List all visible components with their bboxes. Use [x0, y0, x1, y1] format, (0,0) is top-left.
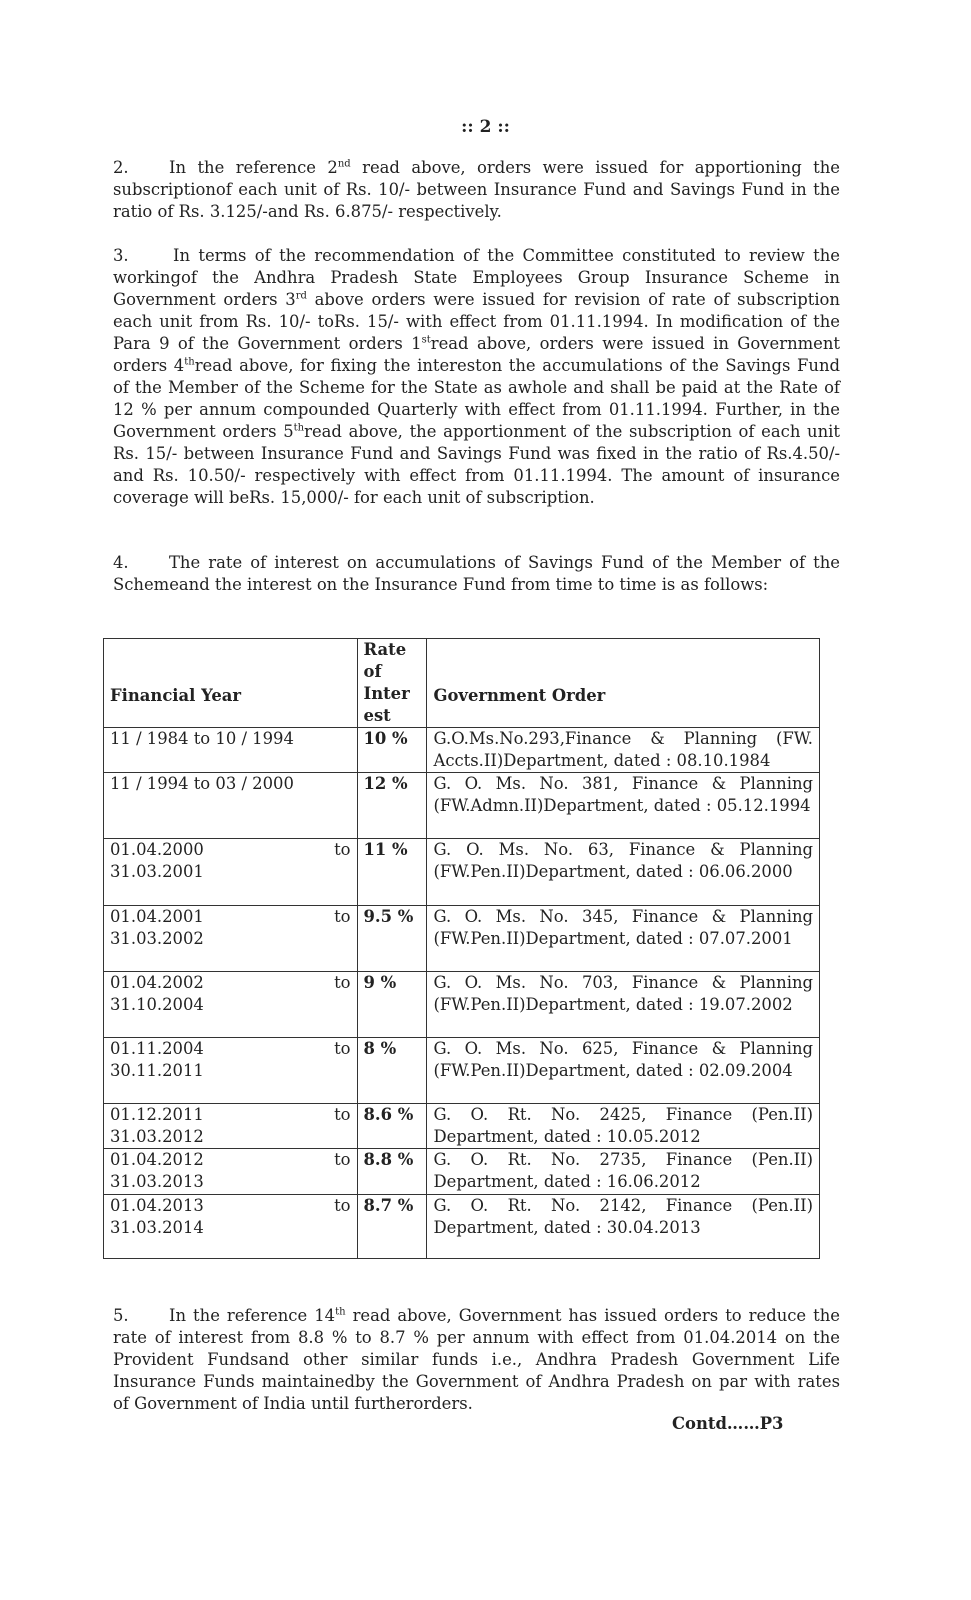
financial-year-cell [104, 905, 358, 971]
table-row [104, 728, 820, 773]
interest-rate-table [103, 638, 820, 1259]
superscript: st [421, 334, 431, 346]
paragraph-number: 5. [113, 1306, 129, 1325]
table-row [104, 1149, 820, 1194]
government-order-cell: G. O. Ms. No. 345, Finance & Planning (FW.Pen.II)Department, dated : 07.07.2001 [427, 905, 820, 971]
paragraph-text: The rate of interest on accumulations of Savings Fund of the Member of the Schemeand the interest on the Insurance Fund from time to time is as follows: [113, 553, 840, 594]
paragraph-number: 2. [113, 158, 129, 177]
page-number: :: 2 :: [461, 117, 510, 137]
table-row [104, 905, 820, 971]
financial-year-from: 01.04.2002 [110, 972, 204, 992]
table-row [104, 839, 820, 905]
paragraph-2 [113, 157, 840, 223]
table-row [104, 773, 820, 839]
financial-year-from: 01.04.2001 [110, 906, 204, 926]
paragraph-text: read above, orders were issued in Government orders 4 [113, 334, 841, 375]
financial-year-to-word: to [334, 1150, 351, 1170]
financial-year-from: 01.04.2013 [110, 1195, 204, 1215]
rate-cell: 9 % [357, 971, 427, 1037]
financial-year-to: 31.10.2004 [110, 994, 204, 1014]
government-order-cell: G. O. Ms. No. 625, Finance & Planning (FW.Pen.II)Department, dated : 02.09.2004 [427, 1038, 820, 1104]
financial-year-cell [104, 1194, 358, 1258]
financial-year-cell [104, 1149, 358, 1194]
financial-year-from: 11 / 1984 to 10 / 1994 [110, 729, 294, 748]
header-government-order: Government Order [427, 639, 820, 728]
financial-year-to-word: to [334, 1105, 351, 1125]
financial-year-cell [104, 1104, 358, 1149]
financial-year-cell [104, 1038, 358, 1104]
financial-year-from: 01.04.2000 [110, 840, 204, 860]
paragraph-3 [113, 245, 840, 509]
government-order-cell: G. O. Ms. No. 381, Finance & Planning (FW.Admn.II)Department, dated : 05.12.1994 [427, 773, 820, 839]
paragraph-text: read above, Government has issued orders to reduce the rate of interest from 8.8 % to 8.7 % per annum with effect from 01.04.2014 on the Provident Fundsand other similar funds i.e., Andhra Pradesh Government Life Insurance Funds maintainedby the Government of Andhra Pradesh on par with rates of Government of India until furtherorders. [113, 1306, 840, 1413]
rate-cell: 8 % [357, 1038, 427, 1104]
table-row [104, 971, 820, 1037]
government-order-cell: G. O. Ms. No. 63, Finance & Planning (FW.Pen.II)Department, dated : 06.06.2000 [427, 839, 820, 905]
paragraph-text: read above, the apportionment of the subscription of each unit Rs. 15/- between Insurance Fund and Savings Fund was fixed in the ratio of Rs.4.50/- and Rs. 10.50/- respectively with effect from 01.11.1994. The amount of insurance coverage will beRs. 15,000/- for each unit of subscription. [113, 422, 840, 507]
financial-year-to: 31.03.2013 [110, 1172, 204, 1192]
rate-cell: 8.8 % [357, 1149, 427, 1194]
financial-year-cell [104, 839, 358, 905]
rate-cell: 10 % [357, 728, 427, 773]
financial-year-to-word: to [334, 840, 351, 860]
government-order-cell: G. O. Rt. No. 2425, Finance (Pen.II) Department, dated : 10.05.2012 [427, 1104, 820, 1149]
financial-year-cell [104, 971, 358, 1037]
financial-year-to: 31.03.2014 [110, 1217, 204, 1237]
paragraph-text: read above, orders were issued for apportioning the subscriptionof each unit of Rs. 10/- between Insurance Fund and Savings Fund in the ratio of Rs. 3.125/-and Rs. 6.875/- respectively. [113, 158, 840, 221]
continued-note: Contd……P3 [672, 1414, 784, 1433]
superscript: nd [337, 158, 351, 170]
financial-year-to: 31.03.2012 [110, 1127, 204, 1147]
financial-year-from: 11 / 1994 to 03 / 2000 [110, 774, 294, 794]
financial-year-to-word: to [334, 906, 351, 926]
financial-year-cell [104, 728, 358, 773]
financial-year-to-word: to [334, 1039, 351, 1059]
government-order-cell: G. O. Rt. No. 2142, Finance (Pen.II) Department, dated : 30.04.2013 [427, 1194, 820, 1258]
financial-year-to: 30.11.2011 [110, 1061, 204, 1081]
financial-year-from: 01.12.2011 [110, 1105, 204, 1125]
header-financial-year: Financial Year [104, 639, 358, 728]
paragraph-text: In the reference 2 [169, 158, 338, 177]
government-order-cell: G. O. Rt. No. 2735, Finance (Pen.II) Department, dated : 16.06.2012 [427, 1149, 820, 1194]
paragraph-text: read above, for fixing the intereston the accumulations of the Savings Fund of the Member of the Scheme for the State as awhole and shall be paid at the Rate of 12 % per annum compounded Quarterly with effect from 01.11.1994. Further, in the Government orders 5 [113, 356, 841, 441]
table-body [104, 728, 820, 1259]
government-order-cell: G. O. Ms. No. 703, Finance & Planning (FW.Pen.II)Department, dated : 19.07.2002 [427, 971, 820, 1037]
table-row [104, 1194, 820, 1258]
government-order-cell: G.O.Ms.No.293,Finance & Planning (FW. Accts.II)Department, dated : 08.10.1984 [427, 728, 820, 773]
paragraph-5 [113, 1305, 840, 1415]
rate-cell: 8.7 % [357, 1194, 427, 1258]
rate-cell: 8.6 % [357, 1104, 427, 1149]
table-row [104, 1038, 820, 1104]
superscript: th [335, 1306, 346, 1318]
paragraph-number: 4. [113, 553, 129, 572]
paragraph-text: In terms of the recommendation of the Committee constituted to review the workingof the Andhra Pradesh State Employees Group Insurance Scheme in Government orders 3 [113, 246, 840, 309]
financial-year-from: 01.04.2012 [110, 1150, 204, 1170]
paragraph-text: In the reference 14 [169, 1306, 336, 1325]
superscript: th [293, 422, 305, 434]
paragraph-text: above orders were issued for revision of rate of subscription each unit from Rs. 10/- toRs. 15/- with effect from 01.11.1994. In modification of the Para 9 of the Government orders 1 [113, 290, 840, 353]
financial-year-to: 31.03.2002 [110, 928, 204, 948]
header-rate-of-interest: Rate of Inter est [357, 639, 427, 728]
financial-year-to-word: to [334, 972, 351, 992]
rate-cell: 11 % [357, 839, 427, 905]
financial-year-to: 31.03.2001 [110, 862, 204, 882]
table-row [104, 1104, 820, 1149]
financial-year-to-word: to [334, 1195, 351, 1215]
rate-cell: 12 % [357, 773, 427, 839]
superscript: th [184, 356, 195, 368]
paragraph-number: 3. [113, 246, 129, 265]
paragraph-4 [113, 552, 840, 596]
financial-year-cell [104, 773, 358, 839]
superscript: rd [295, 290, 307, 302]
table-header-row [104, 639, 820, 728]
financial-year-from: 01.11.2004 [110, 1039, 204, 1059]
rate-cell: 9.5 % [357, 905, 427, 971]
